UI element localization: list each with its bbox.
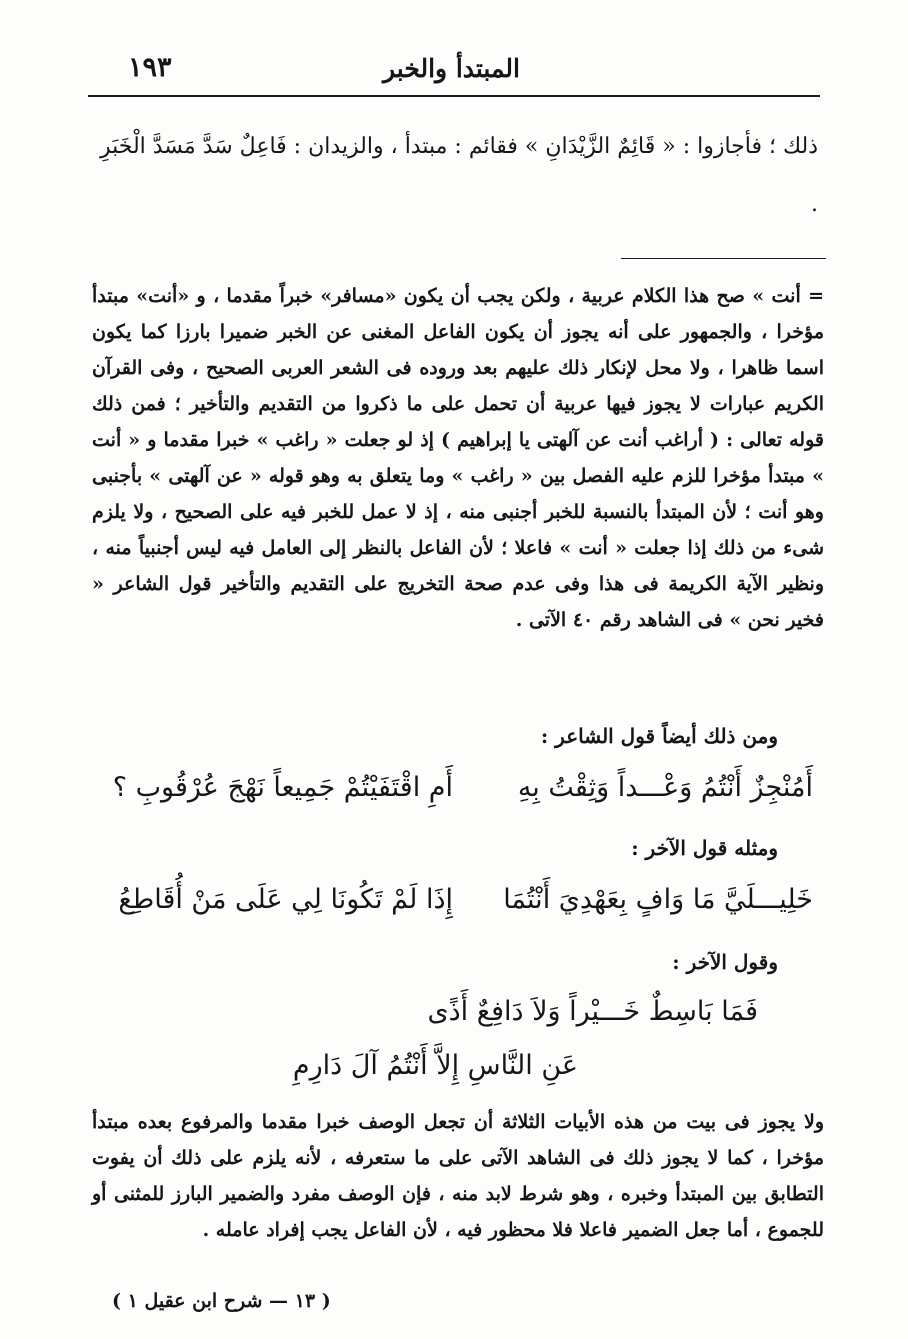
page-number: ١٩٣ (128, 52, 172, 83)
main-text: ذلك ؛ فأجازوا : « قَائِمٌ الزَّيْدَانِ » فقائم : مبتدأ ، والزيدان : فَاعِلٌ سَدَّ مَسَدَّ الْخَبَرِ . (99, 134, 818, 217)
chapter-title: المبتدأ والخبر (383, 54, 520, 83)
footnote-separator (621, 258, 826, 259)
verse-2-second-half: إِذَا لَمْ تَكُونَا لِي عَلَى مَنْ أُقَاطِعُ (118, 884, 453, 915)
verse-intro-3: وقول الآخر : (672, 950, 778, 974)
footer-signature: ( ١٣ — شرح ابن عقيل ١ ) (112, 1290, 331, 1312)
page-header (88, 50, 820, 94)
verse-intro-2: ومثله قول الآخر : (631, 836, 778, 860)
verse-intro-1: ومن ذلك أيضاً قول الشاعر : (540, 724, 778, 748)
verse-3-first-half: فَمَا بَاسِطٌ خَـــيْراً وَلاَ دَافِعٌ أَذًى (427, 996, 758, 1027)
verse-1-second-half: أَمِ اقْتَفَيْتُمْ جَمِيعاً نَهْجَ عُرْقُوبِ ؟ (112, 772, 453, 803)
verse-3-second-half: عَنِ النَّاسِ إِلاَّ أَنْتُمُ آلَ دَارِمِ (292, 1050, 578, 1081)
header-rule (88, 95, 820, 97)
closing-paragraph: ولا يجوز فى بيت من هذه الأبيات الثلاثة أن تجعل الوصف خبرا مقدما والمرفوع بعده مبتدأ مؤخرا ، كما لا يجوز ذلك فى الشاهد الآتى على ما ستعرفه ، لأنه يلزم على ذلك أن يفوت التطابق بين المبتدأ وخبره ، وهو شرط لابد منه ، فإن الوصف مفرد والضمير البارز للمثنى أو للجموع ، أما جعل الضمير فاعلا فلا محظور فيه ، لأن الفاعل يجب إفراد عامله . (92, 1111, 824, 1241)
verse-2-first-half: خَلِيـــلَيَّ مَا وَافٍ بِعَهْدِيَ أَنْتُمَا (503, 884, 813, 915)
footnote-text: = أنت » صح هذا الكلام عربية ، ولكن يجب أن يكون «مسافر» خبراً مقدما ، و «أنت» مبتدأ مؤخرا ، والجمهور على أنه يجوز أن يكون الفاعل المغنى عن الخبر ضميرا بارزا كما يكون اسما ظاهرا ، ولا محل لإنكار ذلك عليهم بعد وروده فى الشعر العربى الصحيح ، وفى القرآن الكريم عبارات لا يجوز فيها عربية أن تحمل على ما ذكروا من التقديم والتأخير ؛ فمن ذلك قوله تعالى : ( أراغب أنت عن آلهتى يا إبراهيم ) إذ لو جعلت « راغب » خبرا مقدما و « أنت » مبتدأ مؤخرا للزم عليه الفصل بين « راغب » وما يتعلق به وهو قوله « عن آلهتى » بأجنبى وهو أنت ؛ لأن المبتدأ بالنسبة للخبر أجنبى منه ، إذ لا عمل للخبر فيه على الصحيح ، ولا يلزم شىء من ذلك إذا جعلت « أنت » فاعلا ؛ لأن الفاعل بالنظر إلى العامل فيه ليس أجنبياً منه ، ونظير الآية الكريمة فى هذا وفى عدم صحة التخريج على التقديم والتأخير قول الشاعر « فخير نحن » فى الشاهد رقم ٤٠ الآتى . (92, 285, 824, 631)
verse-1-first-half: أَمُنْجِزٌ أَنْتُمُ وَعْـــداً وَثِقْتُ بِهِ (517, 772, 813, 803)
